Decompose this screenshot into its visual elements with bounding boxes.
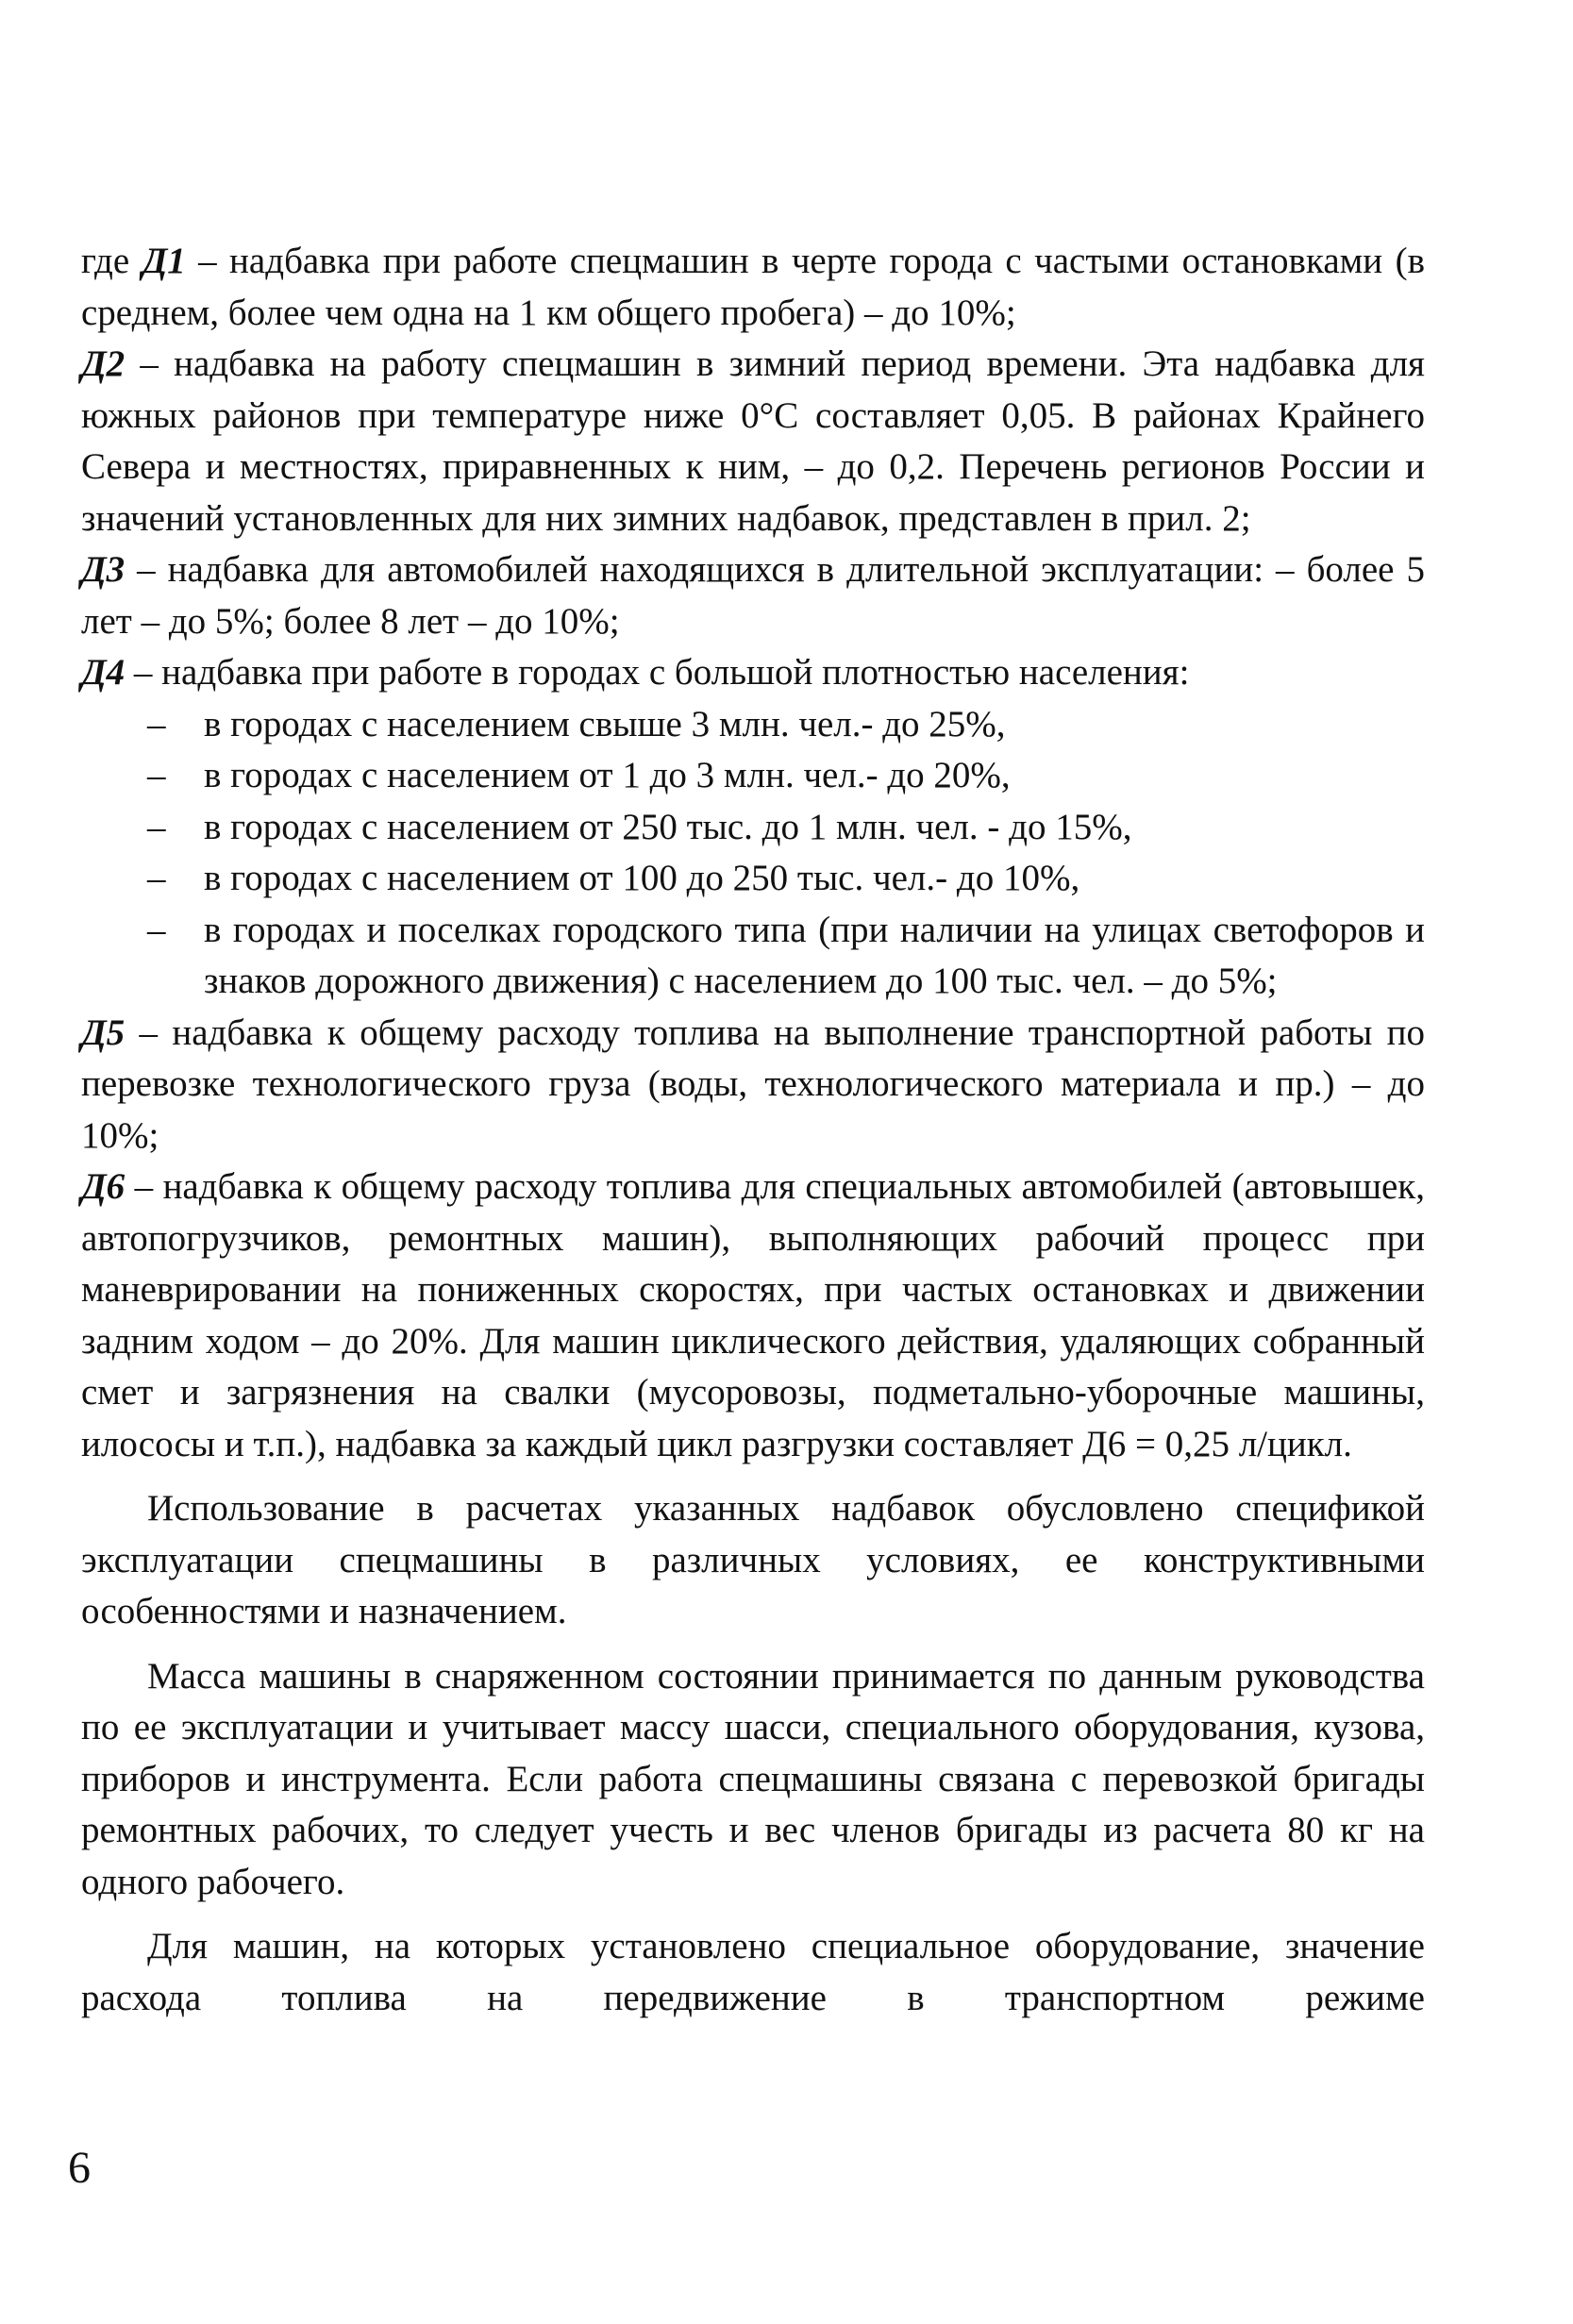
term-d5: Д5 (81, 1012, 126, 1053)
definition-d3-text: – надбавка для автомобилей находящихся в длительной эксплуатации: – более 5 лет – до 5%; более 8 лет – до 10%; (81, 549, 1425, 642)
definition-d1-text: – надбавка при работе спецмашин в черте города с частыми остановками (в среднем, более чем одна на 1 км общего пробега) – до 10%; (81, 241, 1425, 333)
list-item: – в городах и поселках городского типа (при наличии на улицах светофоров и знаков дорожного движения) с населением до 100 тыс. чел. – до 5%; (81, 905, 1425, 1008)
definition-d4 (81, 647, 1425, 699)
list-item: – в городах с населением от 100 до 250 тыс. чел.- до 10%, (81, 853, 1425, 905)
list-item: – в городах с населением от 250 тыс. до 1 млн. чел. - до 15%, (81, 802, 1425, 854)
definition-d4-text: – надбавка при работе в городах с большой плотностью населения: (125, 652, 1190, 693)
dash-marker: – (147, 858, 166, 898)
definition-d5-text: – надбавка к общему расходу топлива на выполнение транспортной работы по перевозке технологического груза (воды, технологического материала и пр.) – до 10%; (81, 1012, 1425, 1156)
list-item: – в городах с населением от 1 до 3 млн. чел.- до 20%, (81, 750, 1425, 802)
population-list (81, 699, 1425, 1008)
definition-d1: где Д1 – надбавка при работе спецмашин в черте города с частыми остановками (в среднем, более чем одна на 1 км общего пробега) – до 10%; (81, 241, 1425, 333)
dash-marker: – (147, 909, 166, 950)
definition-d6-text: – надбавка к общему расходу топлива для специальных автомобилей (автовышек, автопогрузчиков, ремонтных машин), выполняющих рабочий процесс при маневрировании на пониженных скоростях, при частых остановках и движении задним ходом – до 20%. Для машин циклического действия, удаляющих собранный смет и загрязнения на свалки (мусоровозы, подметально-уборочные машины, илососы и т.п.), надбавка за каждый цикл разгрузки составляет Д6 = 0,25 л/цикл. (81, 1166, 1425, 1464)
definition-d2-text: – надбавка на работу спецмашин в зимний период времени. Эта надбавка для южных районов при температуре ниже 0°С составляет 0,05. В районах Крайнего Севера и местностях, приравненных к ним, – до 0,2. Перечень регионов России и значений установленных для них зимних надбавок, представлен в прил. 2; (81, 343, 1425, 539)
term-d4: Д4 (81, 652, 126, 693)
paragraph-equipment: Для машин, на которых установлено специальное оборудование, значение расхода топлива на передвижение в транспортном режиме (81, 1926, 1425, 2018)
paragraph-mass: Масса машины в снаряженном состоянии принимается по данным руководства по ее эксплуатации и учитывает массу шасси, специального оборудования, кузова, приборов и инструмента. Если работа спецмашины связана с перевозкой бригады ремонтных рабочих, то следует учесть и вес членов бригады из расчета 80 кг на одного рабочего. (81, 1655, 1425, 1902)
page-number: 6 (68, 2143, 91, 2193)
term-d3: Д3 (81, 549, 126, 590)
term-d2: Д2 (81, 343, 126, 384)
definition-d5 (81, 1008, 1425, 1162)
list-item: – в городах с населением свыше 3 млн. чел.- до 25%, (81, 699, 1425, 751)
definition-d2 (81, 339, 1425, 544)
definition-d6 (81, 1162, 1425, 1470)
dash-marker: – (147, 703, 166, 744)
term-d1: Д1 (142, 241, 186, 281)
dash-marker: – (147, 806, 166, 847)
dash-marker: – (147, 755, 166, 795)
paragraph-usage: Использование в расчетах указанных надбавок обусловлено спецификой эксплуатации спецмашины в различных условиях, ее конструктивными особенностями и назначением. (81, 1488, 1425, 1631)
term-d6: Д6 (81, 1166, 126, 1207)
document-page (81, 236, 1425, 2024)
definition-d3 (81, 544, 1425, 647)
